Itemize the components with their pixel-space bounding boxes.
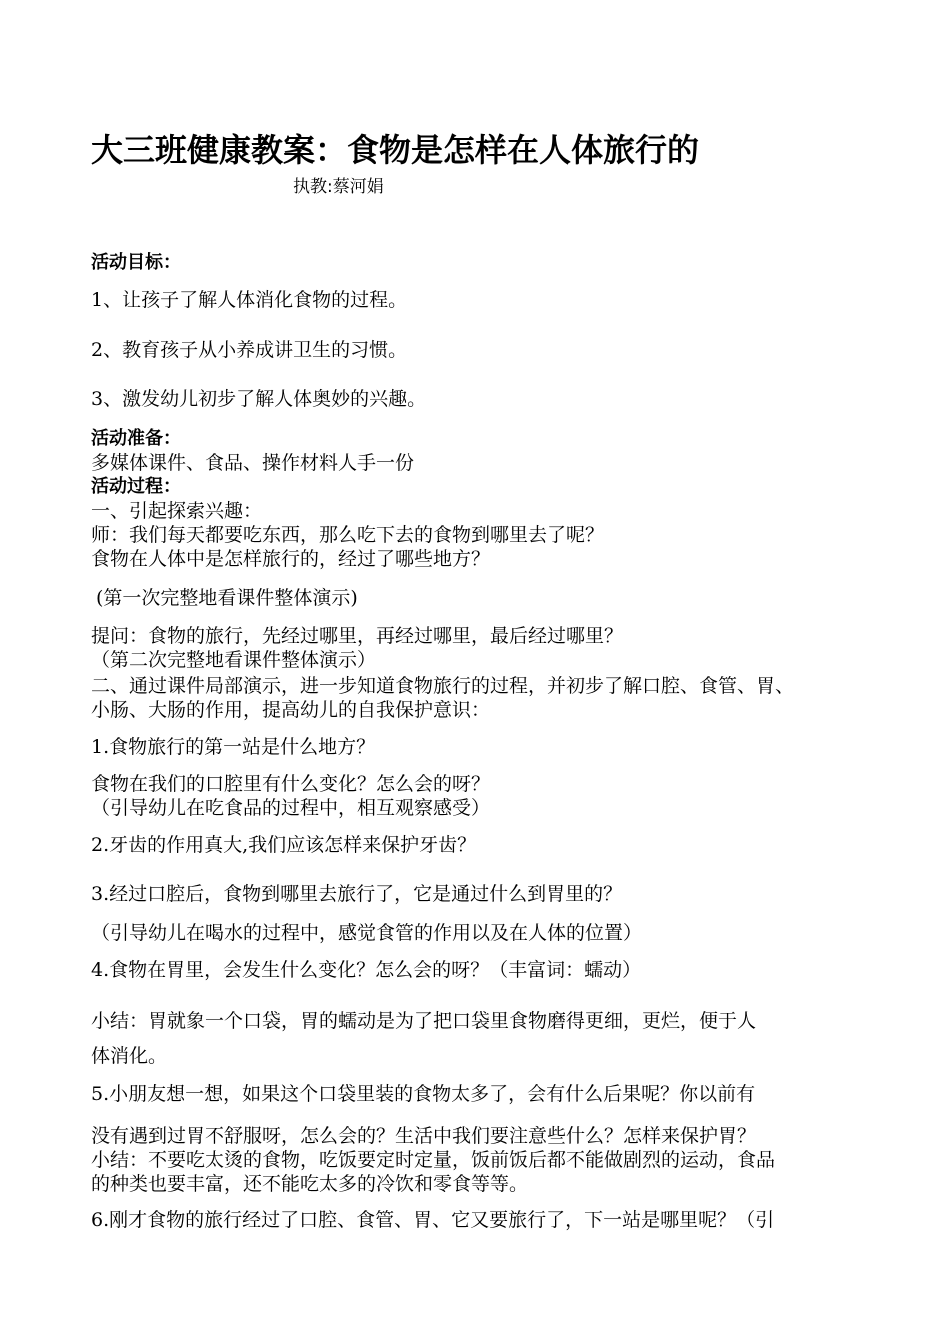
body-line: 5.小朋友想一想，如果这个口袋里装的食物太多了，会有什么后果呢？你以前有	[91, 1083, 756, 1105]
body-line: 一、引起探索兴趣：	[91, 500, 263, 522]
prep-text: 多媒体课件、食品、操作材料人手一份	[91, 452, 415, 474]
body-line: (第一次完整地看课件整体演示)	[96, 587, 358, 609]
objective-item: 2、教育孩子从小养成讲卫生的习惯。	[91, 339, 408, 361]
body-line: 体消化。	[91, 1045, 168, 1067]
author-line: 执教:蔡河娟	[293, 177, 384, 197]
objective-item: 1、让孩子了解人体消化食物的过程。	[91, 289, 408, 311]
body-line: 食物在我们的口腔里有什么变化？怎么会的呀？	[91, 773, 491, 795]
body-line: 食物在人体中是怎样旅行的，经过了哪些地方？	[91, 548, 491, 570]
body-line: 小肠、大肠的作用，提高幼儿的自我保护意识：	[91, 699, 491, 721]
body-line: 提问：食物的旅行，先经过哪里，再经过哪里，最后经过哪里？	[91, 625, 624, 647]
prep-heading: 活动准备：	[91, 428, 181, 449]
objectives-heading: 活动目标：	[91, 252, 181, 273]
process-heading: 活动过程：	[91, 476, 181, 497]
body-line: 师：我们每天都要吃东西，那么吃下去的食物到哪里去了呢？	[91, 524, 605, 546]
body-line: 小结：不要吃太烫的食物，吃饭要定时定量，饭前饭后都不能做剧烈的运动，食品	[91, 1149, 776, 1171]
body-line: （引导幼儿在喝水的过程中，感觉食管的作用以及在人体的位置）	[91, 922, 643, 944]
body-line: 1.食物旅行的第一站是什么地方？	[91, 736, 376, 758]
body-line: （第二次完整地看课件整体演示）	[91, 649, 377, 671]
body-line: 4.食物在胃里，会发生什么变化？怎么会的呀？（丰富词：蠕动）	[91, 959, 642, 981]
body-line: 没有遇到过胃不舒服呀，怎么会的？生活中我们要注意些什么？怎样来保护胃？	[91, 1125, 757, 1147]
body-line: 3.经过口腔后，食物到哪里去旅行了，它是通过什么到胃里的？	[91, 883, 623, 905]
body-line: 的种类也要丰富，还不能吃太多的冷饮和零食等等。	[91, 1173, 529, 1195]
body-line: （引导幼儿在吃食品的过程中，相互观察感受）	[91, 797, 491, 819]
body-line: 二、通过课件局部演示，进一步知道食物旅行的过程，并初步了解口腔、食管、胃、	[91, 675, 795, 697]
objective-item: 3、激发幼儿初步了解人体奥妙的兴趣。	[91, 388, 427, 410]
body-line: 6.刚才食物的旅行经过了口腔、食管、胃、它又要旅行了，下一站是哪里呢？（引	[91, 1209, 775, 1231]
document-title: 大三班健康教案：食物是怎样在人体旅行的	[91, 131, 700, 169]
body-line: 小结：胃就象一个口袋，胃的蠕动是为了把口袋里食物磨得更细，更烂，便于人	[91, 1010, 757, 1032]
body-line: 2.牙齿的作用真大,我们应该怎样来保护牙齿？	[91, 834, 477, 856]
